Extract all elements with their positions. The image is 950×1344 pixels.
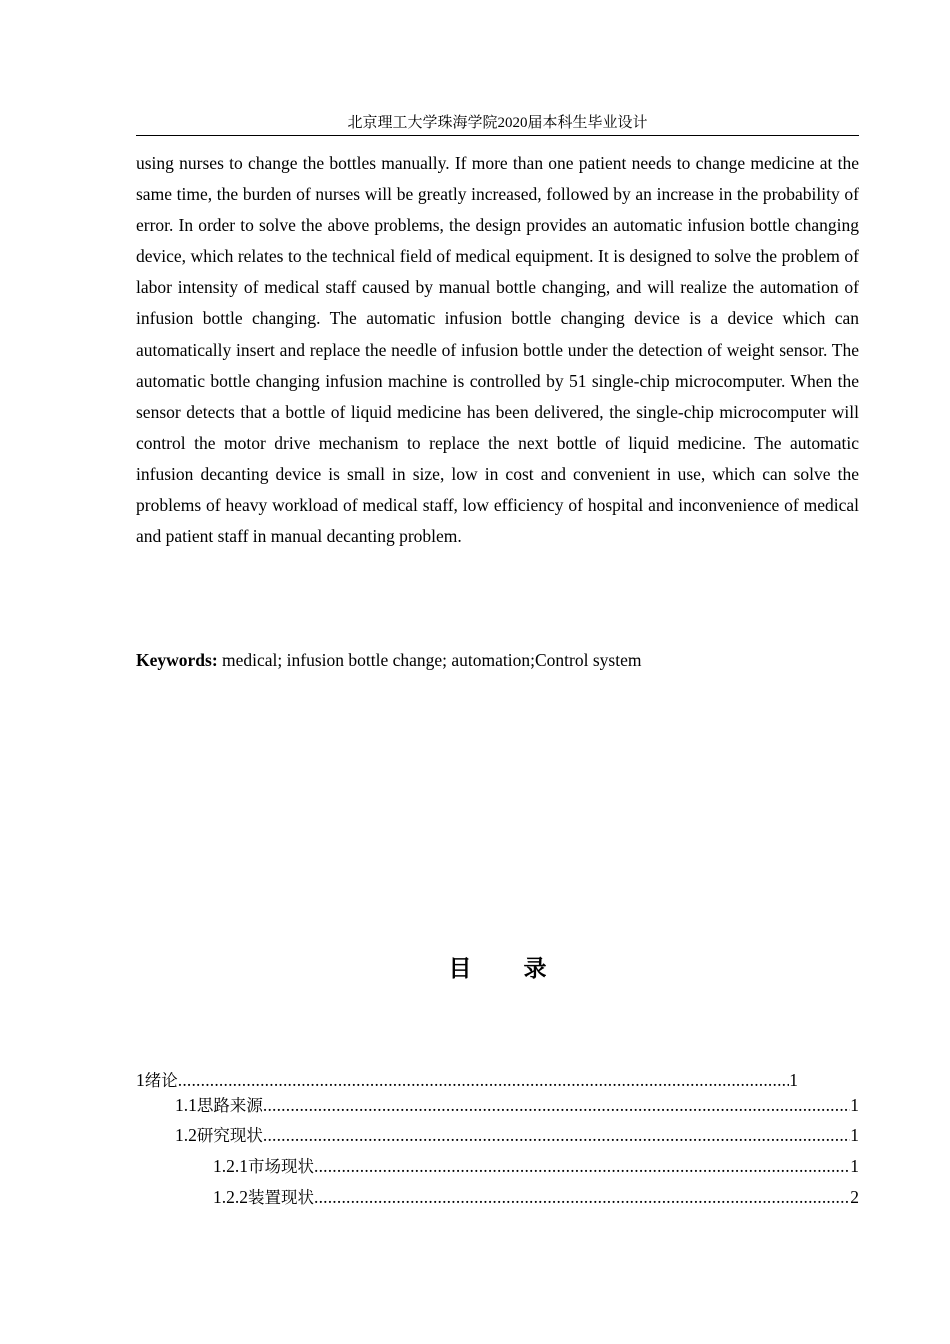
toc-entry-number: 1 <box>136 1070 145 1090</box>
keywords-label: Keywords: <box>136 650 218 670</box>
toc-entry-1-2-1[interactable] <box>213 1153 859 1179</box>
toc-entry-1[interactable] <box>136 1067 798 1093</box>
toc-entry-number: 1.1 <box>175 1095 197 1115</box>
abstract-paragraph: using nurses to change the bottles manually. If more than one patient needs to change medicine at the same time, the burden of nurses will be greatly increased, followed by an increase in the probability of error. In order to solve the above problems, the design provides an automatic infusion bottle changing device, which relates to the technical field of medical equipment. It is designed to solve the problem of labor intensity of medical staff caused by manual bottle changing, and will realize the automation of infusion bottle changing. The automatic infusion bottle changing device is a device which can automatically insert and replace the needle of infusion bottle under the detection of weight sensor. The automatic bottle changing infusion machine is controlled by 51 single-chip microcomputer. When the sensor detects that a bottle of liquid medicine has been delivered, the single-chip microcomputer will control the motor drive mechanism to replace the next bottle of liquid medicine. The automatic infusion decanting device is small in size, low in cost and convenient in use, which can solve the problems of heavy workload of medical staff, low efficiency of hospital and inconvenience of medical and patient staff in manual decanting problem. <box>136 153 859 547</box>
toc-dot-leader <box>263 1122 850 1148</box>
keywords-line <box>136 646 859 674</box>
toc-entry-1-1[interactable] <box>175 1092 859 1118</box>
toc-entry-1-2-2[interactable] <box>213 1184 859 1210</box>
toc-entry-number: 1.2 <box>175 1125 197 1145</box>
toc-page-number: 1 <box>789 1070 798 1090</box>
toc-page-number: 1 <box>850 1095 859 1115</box>
toc-dot-leader <box>263 1092 850 1118</box>
toc-dot-leader <box>314 1184 850 1210</box>
toc-entry-title: 绪论 <box>144 1071 178 1090</box>
keywords-value: medical; infusion bottle change; automation;Control system <box>217 650 642 670</box>
toc-dot-leader <box>178 1067 790 1093</box>
toc-entry-number: 1.2.2 <box>213 1187 248 1207</box>
toc-entry-title: 装置现状 <box>248 1188 314 1207</box>
toc-page-number: 2 <box>850 1187 859 1207</box>
toc-entry-1-2[interactable] <box>175 1122 859 1148</box>
header-divider <box>136 135 859 136</box>
toc-entry-title: 研究现状 <box>196 1126 263 1145</box>
toc-entry-title: 思路来源 <box>196 1096 263 1115</box>
toc-page-number: 1 <box>850 1156 859 1176</box>
toc-title: 目 录 <box>448 956 569 982</box>
toc-entry-title: 市场现状 <box>248 1157 314 1176</box>
toc-page-number: 1 <box>850 1125 859 1145</box>
toc-entry-number: 1.2.1 <box>213 1156 248 1176</box>
page-header: 北京理工大学珠海学院2020届本科生毕业设计 <box>347 115 648 131</box>
toc-dot-leader <box>314 1153 850 1179</box>
